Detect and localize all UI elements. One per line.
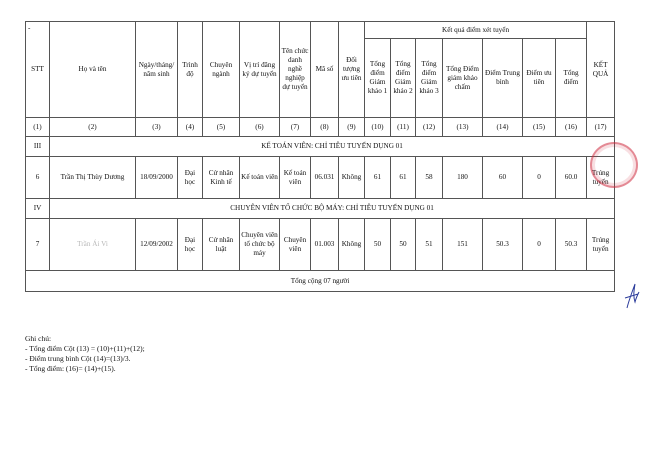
section-row bbox=[26, 199, 615, 219]
table-row: 6 Trần Thị Thùy Dương 18/09/2000 Đại học Cử nhân Kinh tế Kế toán viên Kế toán viên 06.031 Không 61 61 58 180 60 0 60.0 Trúng tuyển bbox=[26, 157, 615, 199]
header-position: Vị trí đăng ký dự tuyển bbox=[240, 22, 280, 118]
section-row bbox=[26, 137, 615, 157]
column-index-row: (1) (2) (3) (4) (5) (6) (7) (8) (9) (10) (11) (12) (13) (14) (15) (16) (17) bbox=[26, 118, 615, 137]
results-table bbox=[25, 21, 615, 292]
section-number: IV bbox=[26, 199, 50, 219]
candidate-name: Trần Thị Thùy Dương bbox=[50, 157, 136, 199]
total-row bbox=[26, 271, 615, 292]
notes-title: Ghi chú: bbox=[25, 334, 52, 343]
corner-mark: - bbox=[28, 24, 31, 32]
table-row: 7 Trần Ái Vi 12/09/2002 Đại học Cử nhân luật Chuyên viên tổ chức bộ máy Chuyên viên 01.003 Không 50 50 51 151 50.3 0 50.3 Trúng tuyển bbox=[26, 219, 615, 271]
header-total-grade: Tổng Điểm giám khảo chấm bbox=[443, 39, 483, 118]
result-badge: Trúng tuyển bbox=[587, 157, 615, 199]
section-title: KẾ TOÁN VIÊN: CHỈ TIÊU TUYỂN DỤNG 01 bbox=[50, 137, 615, 157]
total-label: Tổng cộng 07 người bbox=[26, 271, 615, 292]
result-badge: Trúng tuyển bbox=[587, 219, 615, 271]
header-name: Họ và tên bbox=[50, 22, 136, 118]
header-priority: Đối tượng ưu tiên bbox=[339, 22, 365, 118]
candidate-name: Trần Ái Vi bbox=[50, 219, 136, 271]
note-line: - Điểm trung bình Cột (14)=(13)/3. bbox=[25, 354, 131, 363]
header-code: Mã số bbox=[311, 22, 339, 118]
official-stamp bbox=[590, 142, 638, 188]
header-g3: Tổng điểm Giám khảo 3 bbox=[416, 39, 443, 118]
notes-block bbox=[25, 334, 145, 374]
header-dob: Ngày/tháng/ năm sinh bbox=[136, 22, 178, 118]
header-result: KẾT QUẢ bbox=[587, 22, 615, 118]
header-g1: Tổng điểm Giám khảo 1 bbox=[365, 39, 391, 118]
note-line: - Tổng điểm: (16)= (14)+(15). bbox=[25, 364, 116, 373]
note-line: - Tổng điểm Cột (13) = (10)+(11)+(12); bbox=[25, 344, 145, 353]
section-number: III bbox=[26, 137, 50, 157]
header-major: Chuyên ngành bbox=[203, 22, 240, 118]
header-total: Tổng điểm bbox=[556, 39, 587, 118]
header-score-group: Kết quả điểm xét tuyển bbox=[365, 22, 587, 39]
header-level: Trình độ bbox=[178, 22, 203, 118]
header-title: Tên chức danh nghề nghiệp dự tuyển bbox=[280, 22, 311, 118]
header-g2: Tổng điểm Giám khảo 2 bbox=[391, 39, 416, 118]
header-stt: - STT bbox=[26, 22, 50, 118]
header-bonus: Điểm ưu tiên bbox=[523, 39, 556, 118]
header-avg: Điểm Trung bình bbox=[483, 39, 523, 118]
section-title: CHUYÊN VIÊN TỔ CHỨC BỘ MÁY: CHỈ TIÊU TUYỂN DỤNG 01 bbox=[50, 199, 615, 219]
signature-mark bbox=[623, 280, 641, 310]
